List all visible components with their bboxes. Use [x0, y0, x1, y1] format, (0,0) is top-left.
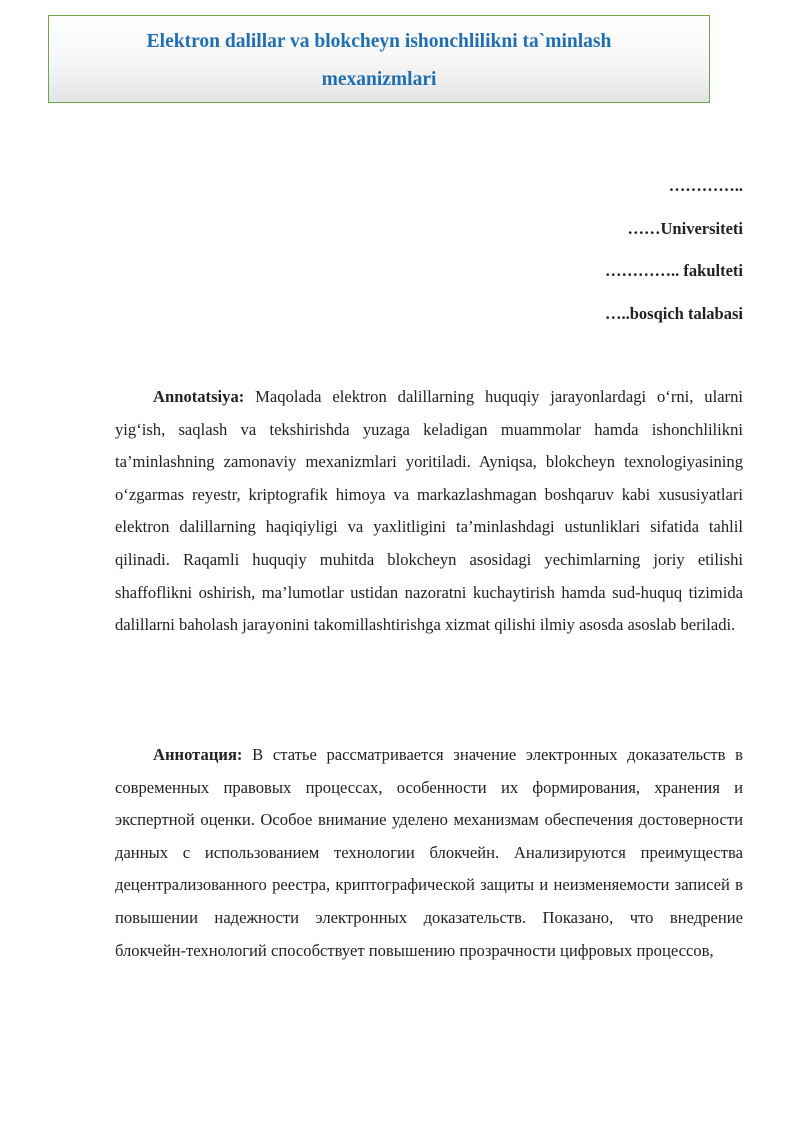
abstract-russian	[115, 739, 743, 967]
document-title-line-2: mexanizmlari	[321, 69, 437, 90]
abstract-russian-text: В статье рассматривается значение электронных доказательств в современных правовых процессах, особенности их формирования, хранения и экспертной оценки. Особое внимание уделено механизмам обеспечения достоверности данных с использованием технологии блокчейн. Анализируются преимущества децентрализованного реестра, криптографической защиты и неизменяемости записей в повышении надежности электронных доказательств. Показано, что внедрение блокчейн-технологий способствует повышению прозрачности цифровых процессов,	[115, 745, 743, 960]
abstract-russian-label: Аннотация:	[153, 745, 243, 764]
abstract-uzbek-text: Maqolada elektron dalillarning huquqiy jarayonlardagi o‘rni, ularni yig‘ish, saqlash va tekshirishda yuzaga keladigan muammolar hamda ishonchlilikni ta’minlashning zamonaviy mexanizmlari yoritiladi. Ayniqsa, blokcheyn texnologiyasining o‘zgarmas reyestr, kriptografik himoya va markazlashmagan boshqaruv kabi xususiyatlari elektron dalillarning haqiqiyligi va yaxlitligini ta’minlashdagi ustunliklari sifatida tahlil qilinadi. Raqamli huquqiy muhitda blokcheyn asosidagi yechimlarning joriy etilishi shaffoflikni oshirish, ma’lumotlar ustidan nazoratni kuchaytirish hamda sud-huquq tizimida dalillarni baholash jarayonini takomillashtirishga xizmat qilishi ilmiy asosda asoslab beriladi.	[115, 387, 743, 635]
author-course: …..bosqich talabasi	[605, 303, 743, 323]
author-block	[605, 174, 743, 344]
author-faculty: ………….. fakulteti	[605, 261, 743, 280]
abstract-uzbek-label: Annotatsiya:	[153, 387, 245, 406]
abstract-uzbek	[115, 381, 743, 642]
document-title-line-1: Elektron dalillar va blokcheyn ishonchlilikni ta`minlash	[146, 31, 612, 52]
title-box	[48, 15, 710, 103]
author-name: …………..	[668, 176, 743, 195]
author-university: ……Universiteti	[627, 218, 743, 238]
